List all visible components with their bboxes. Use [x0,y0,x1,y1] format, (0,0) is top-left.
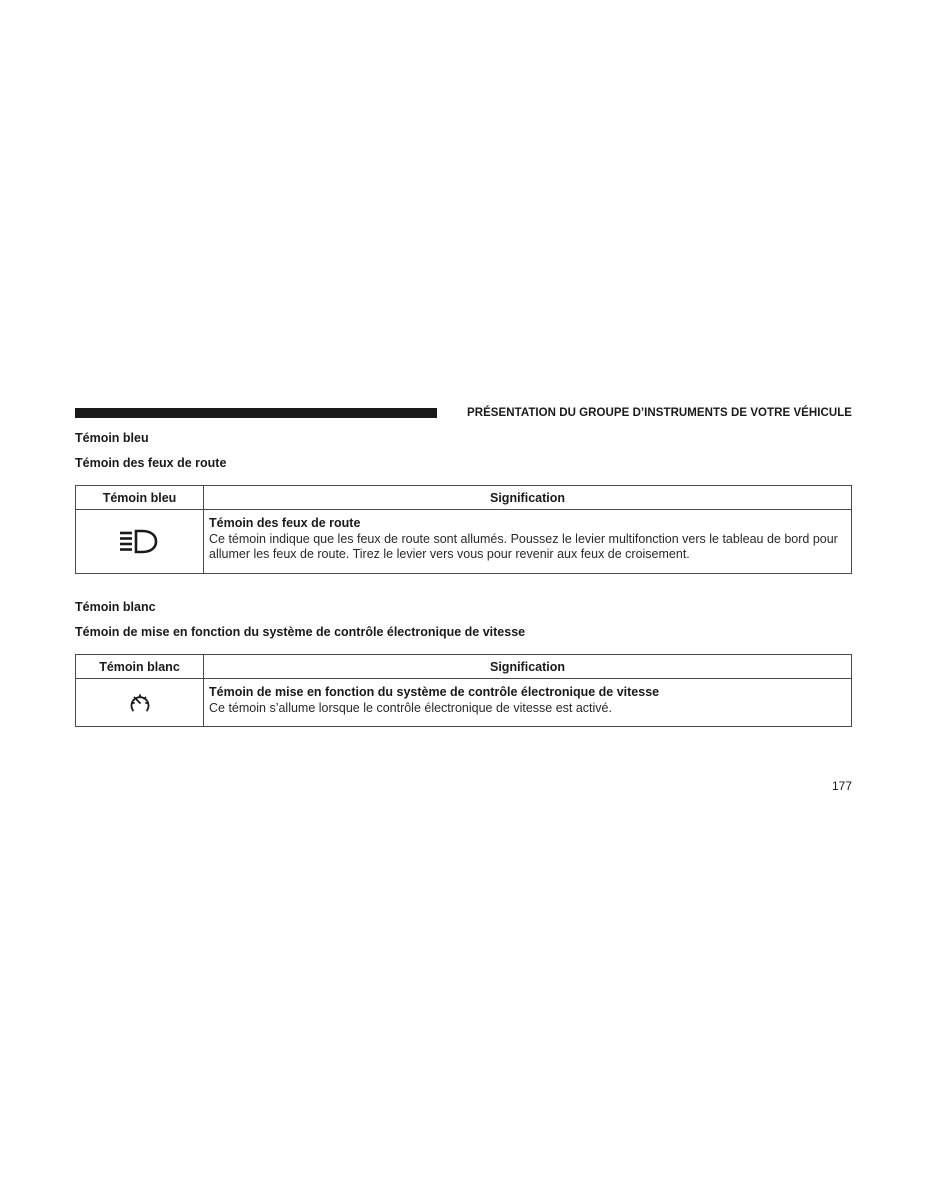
header-bar [75,408,437,418]
section-subheading-high-beam: Témoin des feux de route [75,456,227,470]
white-indicator-table [75,654,852,727]
page-number: 177 [831,779,852,793]
row-title: Témoin des feux de route [209,516,361,530]
cruise-control-icon [127,695,153,709]
header-title: PRÉSENTATION DU GROUPE D’INSTRUMENTS DE VOTRE VÉHICULE [467,407,852,419]
section-subheading-cruise: Témoin de mise en fonction du système de contrôle électronique de vitesse [75,625,526,639]
col-header-indicator: Témoin blanc [76,655,204,679]
page-header [75,404,852,422]
description-cell [204,510,852,574]
table-row [76,510,852,574]
table-header-row [76,486,852,510]
description-cell [204,679,852,727]
high-beam-icon [119,534,161,548]
row-text: Ce témoin indique que les feux de route sont allumés. Poussez le levier multifonction vers le tableau de bord pour allumer les feux de route. Tirez le levier vers vous pour revenir aux feux de croisement. [209,531,838,561]
icon-cell [76,679,204,727]
row-text: Ce témoin s’allume lorsque le contrôle électronique de vitesse est activé. [209,700,612,715]
table-header-row [76,655,852,679]
col-header-indicator: Témoin bleu [76,486,204,510]
manual-page [75,404,852,727]
icon-cell [76,510,204,574]
blue-indicator-table [75,485,852,574]
col-header-meaning: Signification [204,486,852,510]
row-title: Témoin de mise en fonction du système de contrôle électronique de vitesse [209,685,660,699]
table-row [76,679,852,727]
section-heading-blue: Témoin bleu [75,431,149,445]
section-heading-white: Témoin blanc [75,600,156,614]
col-header-meaning: Signification [204,655,852,679]
